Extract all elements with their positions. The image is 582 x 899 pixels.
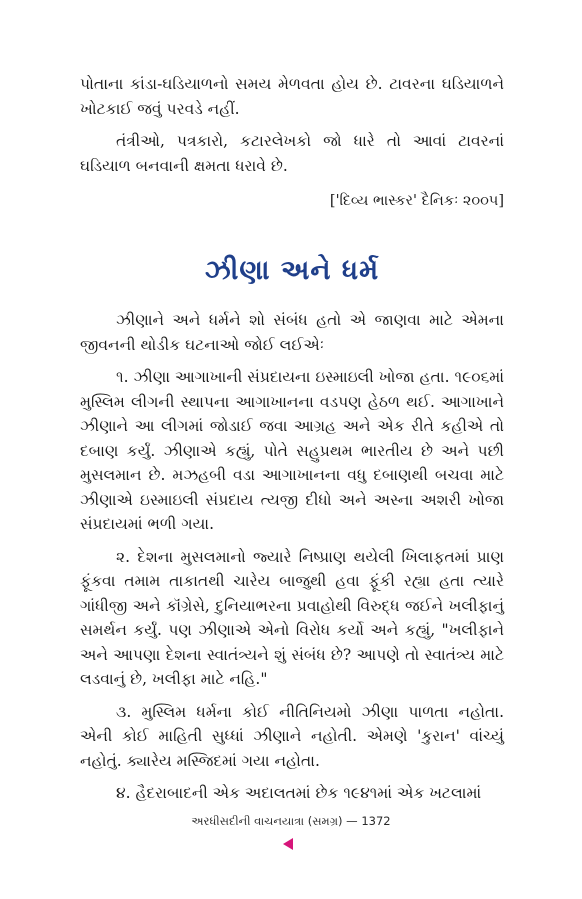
page-content <box>80 72 504 852</box>
article-point-2: ૨. દેશના મુસલમાનો જ્યારે નિષ્પ્રાણ થયેલી ખિલાફતમાં પ્રાણ ફૂંકવા તમામ તાકાતથી ચારેય બાજુથી હવા ફૂંકી રહ્યા હતા ત્યારે ગાંધીજી અને કૉંગ્રેસે, દુનિયાભરના પ્રવાહોથી વિરુદ્ધ જઈને ખલીફાનું સમર્થન કર્યું. પણ ઝીણાએ એનો વિરોધ કર્યો અને કહ્યું, "ખલીફાને અને આપણા દેશના સ્વાતંત્ર્યને શું સંબંધ છે? આપણે તો સ્વાતંત્ર્ય માટે લડવાનું છે, ખલીફા માટે નહિ." <box>80 547 504 688</box>
intro-paragraph-2: તંત્રીઓ, પત્રકારો, કટારલેખકો જો ધારે તો આવાં ટાવરનાં ઘડિયાળ બનવાની ક્ષમતા ધરાવે છે. <box>80 132 504 175</box>
article-point-1: ૧. ઝીણા આગાખાની સંપ્રદાયના ઇસ્માઇલી ખોજા હતા. ૧૯૦૬માં મુસ્લિમ લીગની સ્થાપના આગાખાનના વડપણ હેઠળ થઈ. આગાખાને ઝીણાને આ લીગમાં જોડાઈ જવા આગ્રહ અને એક રીતે કહીએ તો દબાણ કર્યું. ઝીણાએ કહ્યું, પોતે સહુપ્રથમ ભારતીય છે અને પછી મુસલમાન છે. મઝહબી વડા આગાખાનના વધુ દબાણથી બચવા માટે ઝીણાએ ઇસ્માઇલી સંપ્રદાય ત્યજી દીધો અને અસ્ના અશરી ખોજા સંપ્રદાયમાં ભળી ગયા. <box>80 368 504 533</box>
article-point-3: ૩. મુસ્લિમ ધર્મના કોઈ નીતિનિયમો ઝીણા પાળતા નહોતા. એની કોઈ માહિતી સુધ્ધાં ઝીણાને નહોતી. એમણે 'કુરાન' વાંચ્યું નહોતું. ક્યારેય મસ્જિદમાં ગયા નહોતા. <box>80 702 504 770</box>
article-point-4: ૪. હૈદરાબાદની એક અદાલતમાં છેક ૧૯૪૧માં એક ખટલામાં <box>116 784 482 802</box>
page-footer: અરધીસદીની વાચનયાત્રા (સમગ્ર) — 1372 <box>191 814 391 828</box>
article-lead-paragraph: ઝીણાને અને ધર્મને શો સંબંધ હતો એ જાણવા માટે એમના જીવનની થોડીક ઘટનાઓ જોઈ લઈએઃ <box>80 311 504 354</box>
intro-paragraph-1: પોતાના કાંડા-ઘડિયાળનો સમય મેળવતા હોય છે. ટાવરના ઘડિયાળને ખોટકાઈ જવું પરવડે નહીં. <box>80 75 504 118</box>
previous-page-arrow-icon[interactable] <box>283 838 293 850</box>
source-citation: ['દિવ્ય ભાસ્કર' દૈનિકઃ ૨૦૦૫] <box>329 193 504 209</box>
article-title: ઝીણા અને ધર્મ <box>204 255 380 286</box>
